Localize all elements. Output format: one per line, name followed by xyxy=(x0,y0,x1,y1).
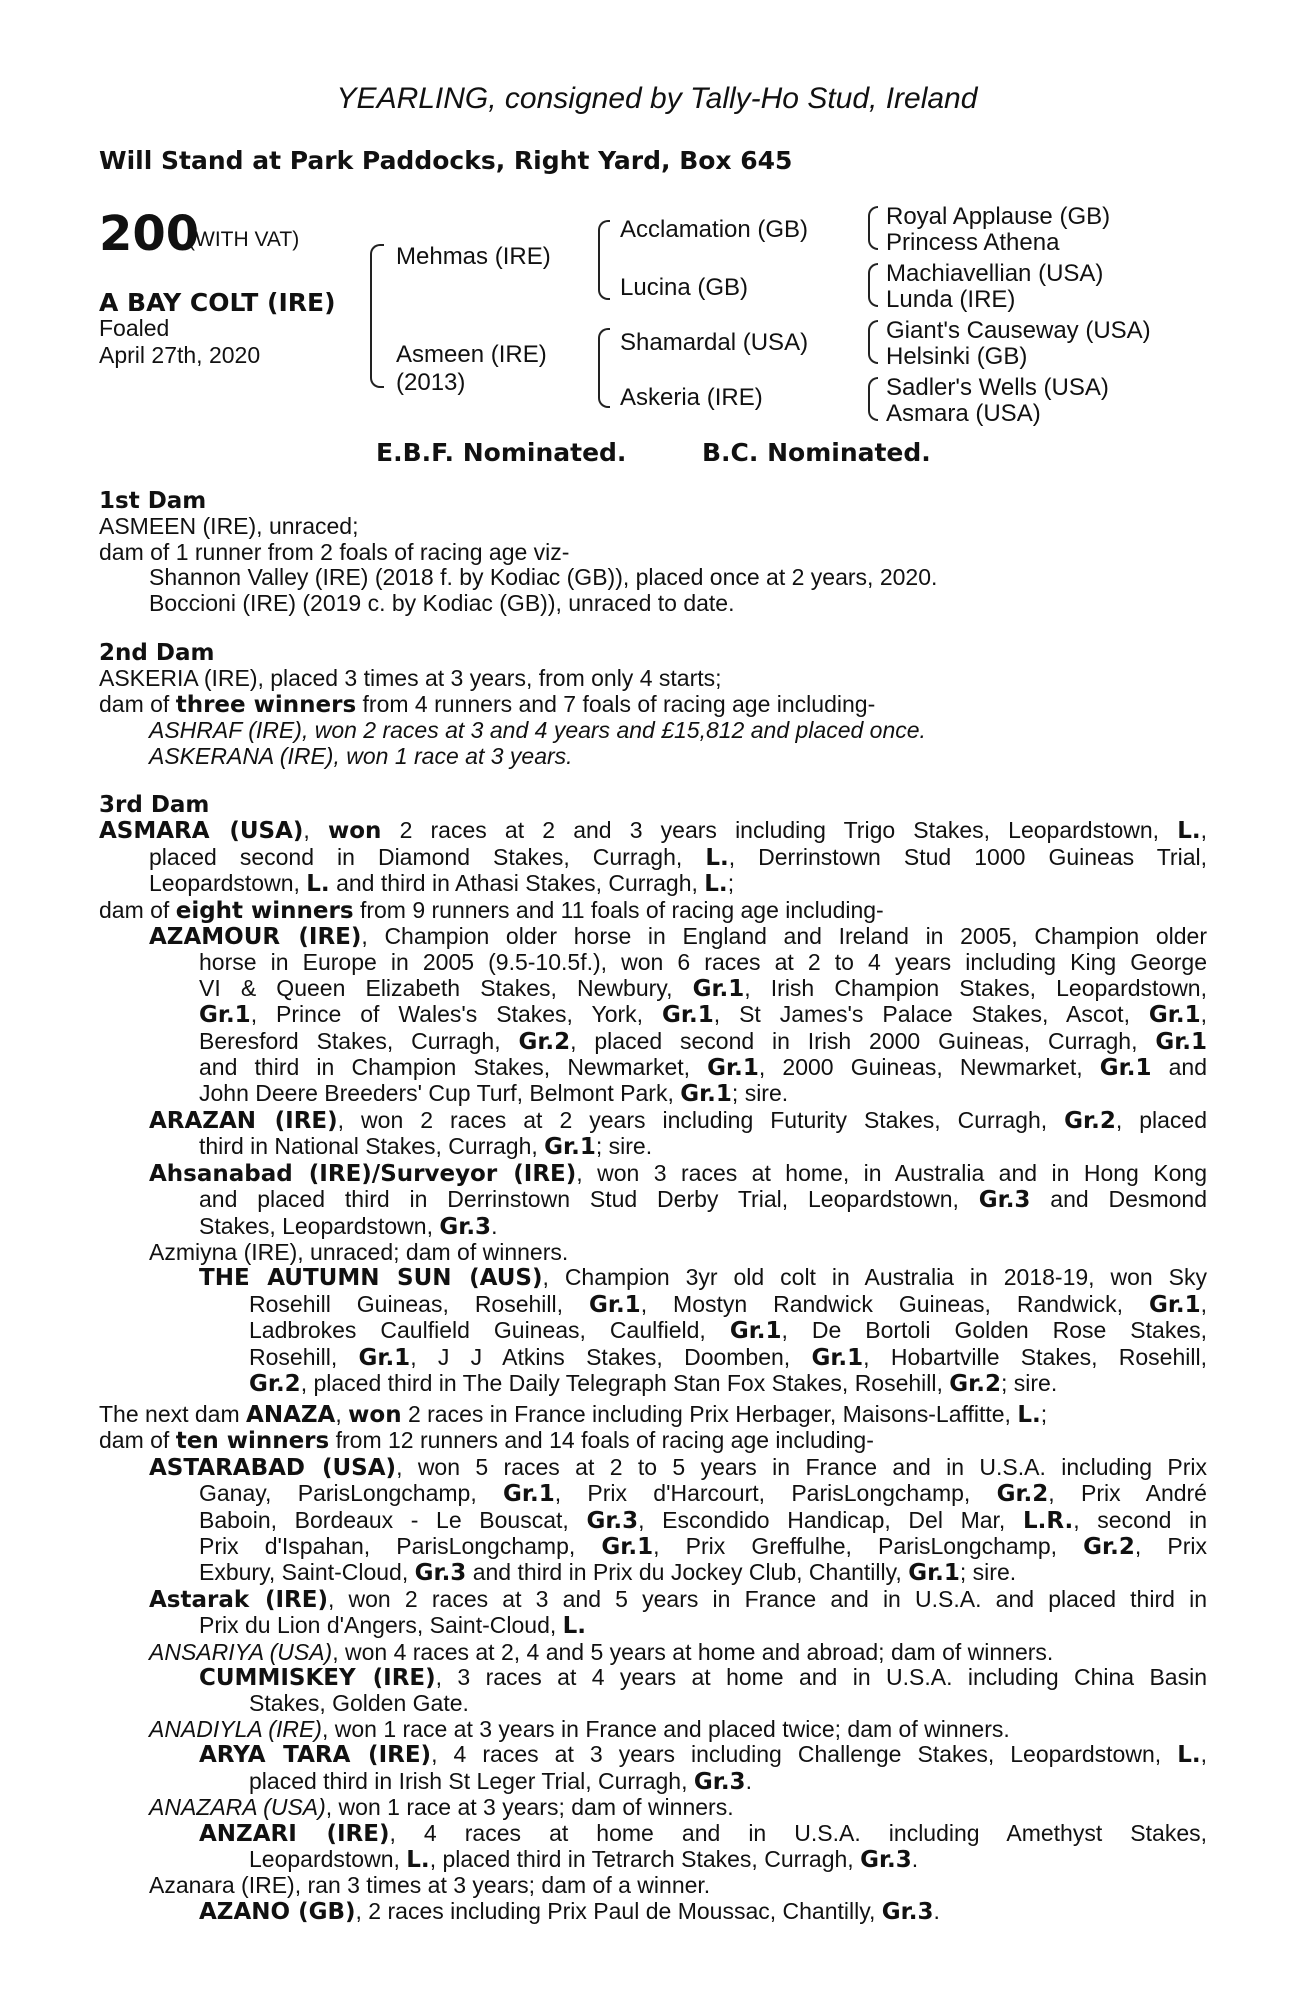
text-run: , xyxy=(303,817,328,844)
text-run: 2 races at 2 and 3 years including Trigo Stakes, Leopardstown, xyxy=(381,817,1178,844)
bold-run: Gr.2 xyxy=(949,1370,1001,1397)
third-dam-line xyxy=(99,976,1207,1002)
text-run: , won 2 races at 3 and 4 years and £15,812 and placed once. xyxy=(301,717,926,744)
third-dam-line xyxy=(99,1134,1207,1160)
bold-run: Gr.1 xyxy=(1099,1055,1152,1082)
pedigree-gen3-8: Asmara (USA) xyxy=(886,400,1041,427)
third-dam-line xyxy=(99,1108,1207,1134)
stand-location: Will Stand at Park Paddocks, Right Yard, Box 645 xyxy=(99,146,793,175)
text-run: , Derrinstown Stud 1000 Guineas Trial, xyxy=(728,843,1207,870)
bold-run: Gr.1 xyxy=(199,1002,251,1029)
bold-run: L. xyxy=(1177,818,1201,845)
next-dam-line xyxy=(99,1587,1207,1613)
bold-run: Gr.1 xyxy=(692,975,745,1002)
text-run: and third in Prix du Jockey Club, Chantilly, xyxy=(466,1559,909,1586)
second-dam-produce xyxy=(99,718,926,743)
bold-run: Gr.3 xyxy=(586,1507,639,1534)
bold-run: AZANO (GB) xyxy=(199,1898,356,1925)
third-dam-line xyxy=(99,1187,1207,1213)
bold-run: L. xyxy=(306,871,330,898)
text-run: , won 1 race at 3 years in France and placed twice; dam of winners. xyxy=(321,1715,1010,1742)
bold-run: Gr.1 xyxy=(358,1344,411,1371)
text-run: , xyxy=(1200,817,1208,844)
horse-name: ASKERANA (IRE) xyxy=(149,742,334,769)
text-run: , De Bortoli Golden Rose Stakes, xyxy=(781,1317,1208,1344)
text-run: from 4 runners and 7 foals of racing age including- xyxy=(356,690,876,717)
text-run: ; sire. xyxy=(959,1559,1017,1586)
bold-run: Gr.1 xyxy=(589,1291,641,1318)
text-run: Rosehill Guineas, Rosehill, xyxy=(249,1290,589,1317)
horse-name: ASHRAF (IRE) xyxy=(149,717,302,744)
text-run: , xyxy=(335,1401,349,1427)
text-run: Beresford Stakes, Curragh, xyxy=(199,1027,519,1054)
third-dam-heading: 3rd Dam xyxy=(99,792,210,818)
third-dam-line xyxy=(99,1265,1207,1291)
text-run: , placed third in The Daily Telegraph Stan Fox Stakes, Rosehill, xyxy=(300,1369,950,1396)
text-run: Prix d'Ispahan, ParisLongchamp, xyxy=(199,1533,602,1560)
third-dam-line xyxy=(99,1318,1207,1344)
third-dam-line xyxy=(99,1055,1207,1081)
page-title: YEARLING, consigned by Tally-Ho Stud, Ireland xyxy=(336,82,978,115)
pedigree-brace-dam xyxy=(598,328,610,408)
bold-run: Gr.1 xyxy=(729,1318,782,1345)
first-dam-line: dam of 1 runner from 2 foals of racing age viz- xyxy=(99,538,570,565)
next-dam-section xyxy=(99,1402,1207,1925)
third-dam-line xyxy=(99,1002,1207,1028)
text-run: , won 2 races at 3 and 5 years in France and in U.S.A. and placed third in xyxy=(327,1585,1207,1612)
text-run: , xyxy=(1200,1741,1207,1768)
bold-run: ASTARABAD (USA) xyxy=(149,1454,397,1481)
bold-run: Gr.3 xyxy=(860,1846,912,1873)
text-run: , Mostyn Randwick Guineas, Randwick, xyxy=(640,1290,1149,1317)
first-dam-produce: Boccioni (IRE) (2019 c. by Kodiac (GB)), unraced to date. xyxy=(149,589,735,616)
text-run: , Prix André xyxy=(1048,1480,1207,1507)
next-dam-line xyxy=(99,1847,1207,1873)
foaled-info xyxy=(99,315,260,369)
text-run: , Prix xyxy=(1134,1533,1207,1560)
bold-run: Gr.2 xyxy=(1083,1534,1135,1561)
text-run: , St James's Palace Stakes, Ascot, xyxy=(713,1001,1149,1028)
next-dam-line xyxy=(99,1481,1207,1507)
third-dam-line xyxy=(99,1161,1207,1187)
text-run: ; sire. xyxy=(1000,1369,1058,1396)
first-dam-produce: Shannon Valley (IRE) (2018 f. by Kodiac (GB)), placed once at 2 years, 2020. xyxy=(149,564,938,591)
second-dam-section xyxy=(99,641,926,769)
pedigree-gen3-6: Helsinki (GB) xyxy=(886,343,1028,370)
text-run: . xyxy=(911,1845,919,1872)
text-run: Stakes, Golden Gate. xyxy=(249,1690,469,1717)
text-run: placed third in Irish St Leger Trial, Curragh, xyxy=(249,1767,694,1794)
text-run: Baboin, Bordeaux - Le Bouscat, xyxy=(199,1506,587,1533)
pedigree-brace-sire xyxy=(598,220,610,300)
foaled-label: Foaled xyxy=(99,315,170,341)
bold-run: L. xyxy=(704,871,728,898)
text-run: , xyxy=(1200,1290,1208,1317)
next-dam-line xyxy=(99,1428,1207,1454)
text-run: Prix du Lion d'Angers, Saint-Cloud, xyxy=(199,1612,563,1639)
bold-run: ten winners xyxy=(175,1428,330,1455)
third-dam-line xyxy=(99,1029,1207,1055)
first-dam-line: ASMEEN (IRE), unraced; xyxy=(99,513,359,540)
winners-count: three winners xyxy=(175,691,357,718)
bold-run: Gr.2 xyxy=(1064,1107,1116,1134)
bold-run: Gr.1 xyxy=(680,1081,732,1108)
text-run: ANSARIYA (USA) xyxy=(149,1638,333,1665)
text-run: 2 races in France including Prix Herbager, Maisons-Laffitte, xyxy=(401,1401,1018,1427)
text-run: , won 2 races at 2 years including Futurity Stakes, Curragh, xyxy=(337,1106,1065,1133)
next-dam-line xyxy=(99,1899,1207,1925)
next-dam-line xyxy=(99,1691,1207,1716)
bold-run: Gr.1 xyxy=(601,1534,654,1561)
second-dam-produce xyxy=(99,744,926,769)
next-dam-line xyxy=(99,1742,1207,1768)
text-run: Rosehill, xyxy=(249,1343,359,1370)
pedigree-brace-g2 xyxy=(868,263,878,307)
text-run: third in National Stakes, Curragh, xyxy=(199,1133,545,1160)
next-dam-line xyxy=(99,1560,1207,1586)
next-dam-line xyxy=(99,1402,1207,1428)
bold-run: ANAZA xyxy=(246,1402,336,1428)
bold-run: Gr.1 xyxy=(544,1134,596,1161)
third-dam-line xyxy=(99,871,1207,897)
pedigree-dam-sire: Shamardal (USA) xyxy=(620,329,809,356)
bold-run: THE AUTUMN SUN (AUS) xyxy=(199,1265,543,1292)
pedigree-gen3-2: Princess Athena xyxy=(886,229,1060,256)
bold-run: Gr.1 xyxy=(908,1560,960,1587)
bc-nomination: B.C. Nominated. xyxy=(702,438,931,467)
pedigree-sire-sire: Acclamation (GB) xyxy=(620,216,809,243)
text-run: , placed second in Irish 2000 Guineas, Curragh, xyxy=(570,1027,1156,1054)
text-run: , won 1 race at 3 years; dam of winners. xyxy=(325,1794,734,1821)
next-dam-line xyxy=(99,1455,1207,1481)
bold-run: Gr.3 xyxy=(978,1187,1031,1214)
text-run: , J J Atkins Stakes, Doomben, xyxy=(410,1343,812,1370)
bold-run: Astarak (IRE) xyxy=(149,1586,328,1613)
third-dam-line xyxy=(99,1371,1207,1397)
bold-run: Gr.2 xyxy=(518,1028,571,1055)
bold-run: L. xyxy=(1017,1402,1041,1428)
next-dam-line xyxy=(99,1717,1207,1742)
pedigree-gen3-1: Royal Applause (GB) xyxy=(886,203,1111,230)
text-run: VI & Queen Elizabeth Stakes, Newbury, xyxy=(199,974,693,1001)
text-run: ; sire. xyxy=(731,1080,789,1107)
bold-run: ASMARA (USA) xyxy=(99,818,304,845)
pedigree-brace-main xyxy=(370,244,384,388)
text-run: , won 3 races at home, in Australia and in Hong Kong xyxy=(576,1159,1207,1186)
text-run: Leopardstown, xyxy=(249,1845,407,1872)
pedigree-gen3-3: Machiavellian (USA) xyxy=(886,260,1104,287)
text-run: Stakes, Leopardstown, xyxy=(199,1212,440,1239)
bold-run: L. xyxy=(562,1613,587,1640)
text-run: , 4 races at 3 years including Challenge Stakes, Leopardstown, xyxy=(431,1741,1178,1768)
text-run: and xyxy=(1151,1054,1207,1081)
text-run: , second in xyxy=(1073,1506,1207,1533)
bold-run: L. xyxy=(1177,1742,1201,1769)
vat-note: (WITH VAT) xyxy=(188,228,300,251)
text-run: John Deere Breeders' Cup Turf, Belmont Park, xyxy=(199,1080,681,1107)
lot-description: A BAY COLT (IRE) xyxy=(99,288,336,317)
second-dam-heading: 2nd Dam xyxy=(99,640,215,666)
ebf-nomination: E.B.F. Nominated. xyxy=(376,438,627,467)
pedigree-sire: Mehmas (IRE) xyxy=(396,243,551,270)
text-run: dam of xyxy=(99,896,176,923)
bold-run: ARAZAN (IRE) xyxy=(149,1107,338,1134)
text-run: , placed third in Tetrarch Stakes, Curragh, xyxy=(429,1845,861,1872)
bold-run: Gr.1 xyxy=(662,1002,714,1029)
third-dam-line xyxy=(99,898,1207,924)
pedigree-gen3-7: Sadler's Wells (USA) xyxy=(886,374,1109,401)
first-dam-heading: 1st Dam xyxy=(99,488,207,514)
text-run: . xyxy=(491,1212,498,1239)
second-dam-line xyxy=(99,692,926,718)
text-run: , Prix d'Harcourt, ParisLongchamp, xyxy=(554,1480,997,1507)
text-run: Azmiyna (IRE), unraced; dam of winners. xyxy=(149,1238,569,1265)
bold-run: L. xyxy=(705,844,729,871)
text-run: ANADIYLA (IRE) xyxy=(149,1715,322,1742)
text-run: ; sire. xyxy=(595,1133,653,1160)
text-run: dam of xyxy=(99,1427,176,1454)
third-dam-line xyxy=(99,1292,1207,1318)
next-dam-line xyxy=(99,1640,1207,1665)
bold-run: CUMMISKEY (IRE) xyxy=(199,1665,436,1692)
text-run: , won 1 race at 3 years. xyxy=(333,742,573,769)
third-dam-line xyxy=(99,818,1207,844)
bold-run: ANZARI (IRE) xyxy=(199,1820,390,1847)
third-dam-line xyxy=(99,1345,1207,1371)
bold-run: Gr.3 xyxy=(414,1560,467,1587)
bold-run: Gr.2 xyxy=(996,1481,1049,1508)
text-run: Exbury, Saint-Cloud, xyxy=(199,1559,415,1586)
bold-run: Gr.1 xyxy=(503,1481,555,1508)
bold-run: eight winners xyxy=(175,897,354,924)
bold-run: Gr.1 xyxy=(707,1055,759,1082)
text-run: , xyxy=(1200,1001,1207,1028)
pedigree-dam-year: (2013) xyxy=(396,369,466,396)
text-run: horse in Europe in 2005 (9.5-10.5f.), won 6 races at 2 to 4 years including King George xyxy=(199,949,1207,976)
text-run: , Hobartville Stakes, Rosehill, xyxy=(863,1343,1207,1370)
third-dam-line xyxy=(99,950,1207,975)
text-run: , Irish Champion Stakes, Leopardstown, xyxy=(744,974,1207,1001)
bold-run: AZAMOUR (IRE) xyxy=(149,924,362,951)
pedigree-brace-g3 xyxy=(868,320,878,364)
text-run: ; xyxy=(1040,1401,1048,1427)
bold-run: Gr.1 xyxy=(1148,1291,1201,1318)
text-run: , Escondido Handicap, Del Mar, xyxy=(638,1506,1023,1533)
pedigree-sire-dam: Lucina (GB) xyxy=(620,274,749,301)
text-run: and Desmond xyxy=(1030,1186,1207,1213)
pedigree-gen3-4: Lunda (IRE) xyxy=(886,286,1016,313)
text-run: , Champion older horse in England and Ireland in 2005, Champion older xyxy=(361,923,1207,950)
third-dam-line xyxy=(99,924,1207,950)
pedigree-dam: Asmeen (IRE) xyxy=(396,341,547,368)
first-dam-section xyxy=(99,489,937,616)
next-dam-line xyxy=(99,1821,1207,1847)
bold-run: Gr.2 xyxy=(249,1370,301,1397)
bold-run: ARYA TARA (IRE) xyxy=(199,1742,432,1769)
foaled-date: April 27th, 2020 xyxy=(99,342,261,368)
text-run: , 3 races at 4 years at home and in U.S.A. including China Basin xyxy=(435,1664,1207,1691)
text-run: , won 4 races at 2, 4 and 5 years at home and abroad; dam of winners. xyxy=(332,1638,1054,1665)
text-run: The next dam xyxy=(99,1401,247,1427)
text-run: ; xyxy=(727,870,735,897)
text-run: , Prince of Wales's Stakes, York, xyxy=(250,1001,663,1028)
text-run: , 4 races at home and in U.S.A. including Amethyst Stakes, xyxy=(389,1819,1207,1846)
text-run: and third in Athasi Stakes, Curragh, xyxy=(329,870,705,897)
bold-run: Gr.3 xyxy=(693,1768,746,1795)
text-run: Ganay, ParisLongchamp, xyxy=(199,1480,504,1507)
bold-run: Gr.3 xyxy=(881,1898,934,1925)
bold-run: L.R. xyxy=(1022,1507,1074,1534)
text-run: . xyxy=(745,1767,752,1794)
text-run: ANAZARA (USA) xyxy=(149,1794,326,1821)
text-run: Leopardstown, xyxy=(149,870,307,897)
bold-run: Gr.3 xyxy=(439,1213,492,1240)
third-dam-section xyxy=(99,793,1207,1397)
third-dam-line xyxy=(99,845,1207,871)
next-dam-line xyxy=(99,1613,1207,1639)
bold-run: Gr.1 xyxy=(1148,1002,1201,1029)
bold-run: won xyxy=(348,1402,402,1428)
text-run: , won 5 races at 2 to 5 years in France and in U.S.A. including Prix xyxy=(396,1453,1208,1480)
third-dam-line xyxy=(99,1240,1207,1265)
bold-run: L. xyxy=(406,1846,430,1873)
pedigree-dam-dam: Askeria (IRE) xyxy=(620,384,763,411)
next-dam-line xyxy=(99,1534,1207,1560)
text-run: and third in Champion Stakes, Newmarket, xyxy=(199,1054,708,1081)
pedigree-brace-g4 xyxy=(868,377,878,421)
next-dam-line xyxy=(99,1508,1207,1534)
text-run: and placed third in Derrinstown Stud Derby Trial, Leopardstown, xyxy=(199,1186,979,1213)
second-dam-line: ASKERIA (IRE), placed 3 times at 3 years, from only 4 starts; xyxy=(99,665,722,692)
text-run: placed second in Diamond Stakes, Curragh, xyxy=(149,843,706,870)
pedigree-brace-g1 xyxy=(868,206,878,250)
next-dam-line xyxy=(99,1795,1207,1820)
next-dam-line xyxy=(99,1665,1207,1691)
text-run: , Prix Greffulhe, ParisLongchamp, xyxy=(653,1533,1084,1560)
text-run: , Champion 3yr old colt in Australia in 2018-19, won Sky xyxy=(542,1264,1207,1291)
text-run: , placed xyxy=(1115,1106,1207,1133)
text-run: , 2 races including Prix Paul de Moussac, Chantilly, xyxy=(355,1897,882,1924)
text-run: from 9 runners and 11 foals of racing age including- xyxy=(353,896,884,923)
text-run: from 12 runners and 14 foals of racing age including- xyxy=(329,1427,874,1454)
text-run: Ladbrokes Caulfield Guineas, Caulfield, xyxy=(249,1317,730,1344)
next-dam-line xyxy=(99,1873,1207,1898)
bold-run: Ahsanabad (IRE)/Surveyor (IRE) xyxy=(149,1160,577,1187)
bold-run: Gr.1 xyxy=(811,1344,864,1371)
next-dam-line xyxy=(99,1769,1207,1795)
bold-run: won xyxy=(327,818,382,845)
text-run: dam of xyxy=(99,690,176,717)
text-run: . xyxy=(933,1897,940,1924)
text-run: , 2000 Guineas, Newmarket, xyxy=(758,1054,1100,1081)
third-dam-line xyxy=(99,1081,1207,1107)
lot-number: 200 xyxy=(99,206,200,262)
pedigree-gen3-5: Giant's Causeway (USA) xyxy=(886,317,1151,344)
third-dam-line xyxy=(99,1214,1207,1240)
bold-run: Gr.1 xyxy=(1155,1028,1207,1055)
text-run: Azanara (IRE), ran 3 times at 3 years; dam of a winner. xyxy=(149,1872,711,1899)
